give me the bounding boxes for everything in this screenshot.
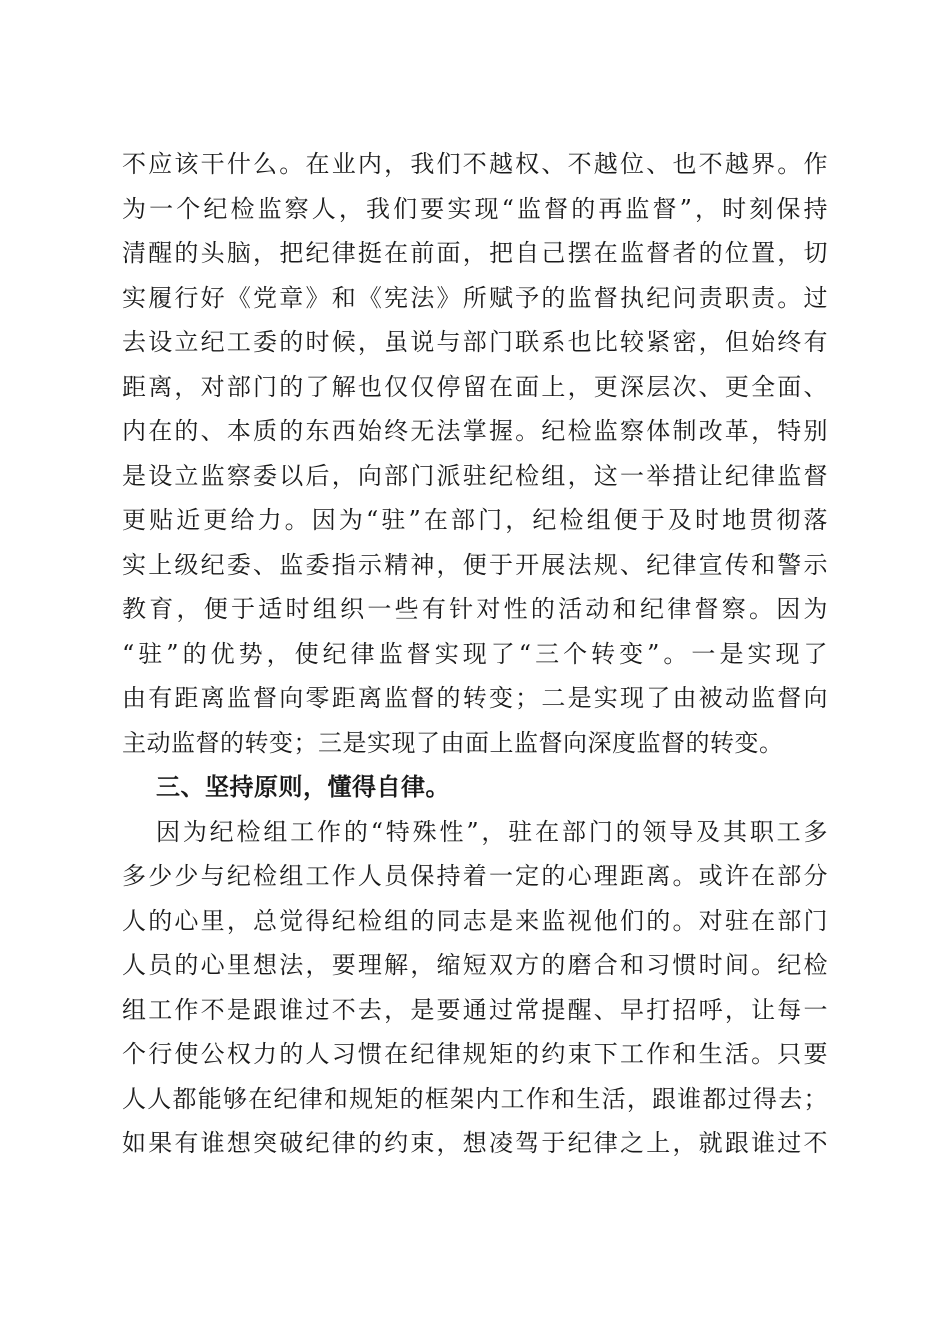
text-line: 人人都能够在纪律和规矩的框架内工作和生活，跟谁都过得去； <box>122 1084 828 1113</box>
text-line: 清醒的头脑，把纪律挺在前面，把自己摆在监督者的位置，切 <box>122 239 828 267</box>
text-line: 是设立监察委以后，向部门派驻纪检组，这一举措让纪律监督 <box>122 461 828 490</box>
text-line: 实履行好《党章》和《宪法》所赋予的监督执纪问责职责。过 <box>122 283 828 312</box>
text-line: 教育，便于适时组织一些有针对性的活动和纪律督察。因为 <box>122 595 828 623</box>
body-text <box>122 142 828 1166</box>
text-line: 组工作不是跟谁过不去，是要通过常提醒、早打招呼，让每一 <box>122 995 828 1024</box>
text-line: 去设立纪工委的时候，虽说与部门联系也比较紧密，但始终有 <box>122 328 828 356</box>
text-line: 如果有谁想突破纪律的约束，想凌驾于纪律之上，就跟谁过不 <box>122 1129 828 1157</box>
text-line: 主动监督的转变；三是实现了由面上监督向深度监督的转变。 <box>122 728 784 757</box>
section-heading: 三、坚持原则，懂得自律。 <box>156 772 450 801</box>
text-line: 多少少与纪检组工作人员保持着一定的心理距离。或许在部分 <box>122 862 828 890</box>
text-line: 内在的、本质的东西始终无法掌握。纪检监察体制改革，特别 <box>122 417 828 445</box>
text-line: 实上级纪委、监委指示精神，便于开展法规、纪律宣传和警示 <box>122 550 828 579</box>
text-line: 更贴近更给力。因为“驻”在部门，纪检组便于及时地贯彻落 <box>122 506 828 534</box>
text-line: 人的心里，总觉得纪检组的同志是来监视他们的。对驻在部门 <box>122 906 828 935</box>
text-line: 因为纪检组工作的“特殊性”，驻在部门的领导及其职工多 <box>156 817 828 846</box>
text-line: 人员的心里想法，要理解，缩短双方的磨合和习惯时间。纪检 <box>122 951 828 979</box>
text-line: 由有距离监督向零距离监督的转变；二是实现了由被动监督向 <box>122 684 828 712</box>
text-line: 不应该干什么。在业内，我们不越权、不越位、也不越界。作 <box>122 150 828 178</box>
text-line: 距离，对部门的了解也仅仅停留在面上，更深层次、更全面、 <box>122 372 828 401</box>
text-line: “驻”的优势，使纪律监督实现了“三个转变”。一是实现了 <box>122 639 828 668</box>
text-line: 为一个纪检监察人，我们要实现“监督的再监督”，时刻保持 <box>122 194 828 223</box>
text-line: 个行使公权力的人习惯在纪律规矩的约束下工作和生活。只要 <box>122 1040 828 1068</box>
